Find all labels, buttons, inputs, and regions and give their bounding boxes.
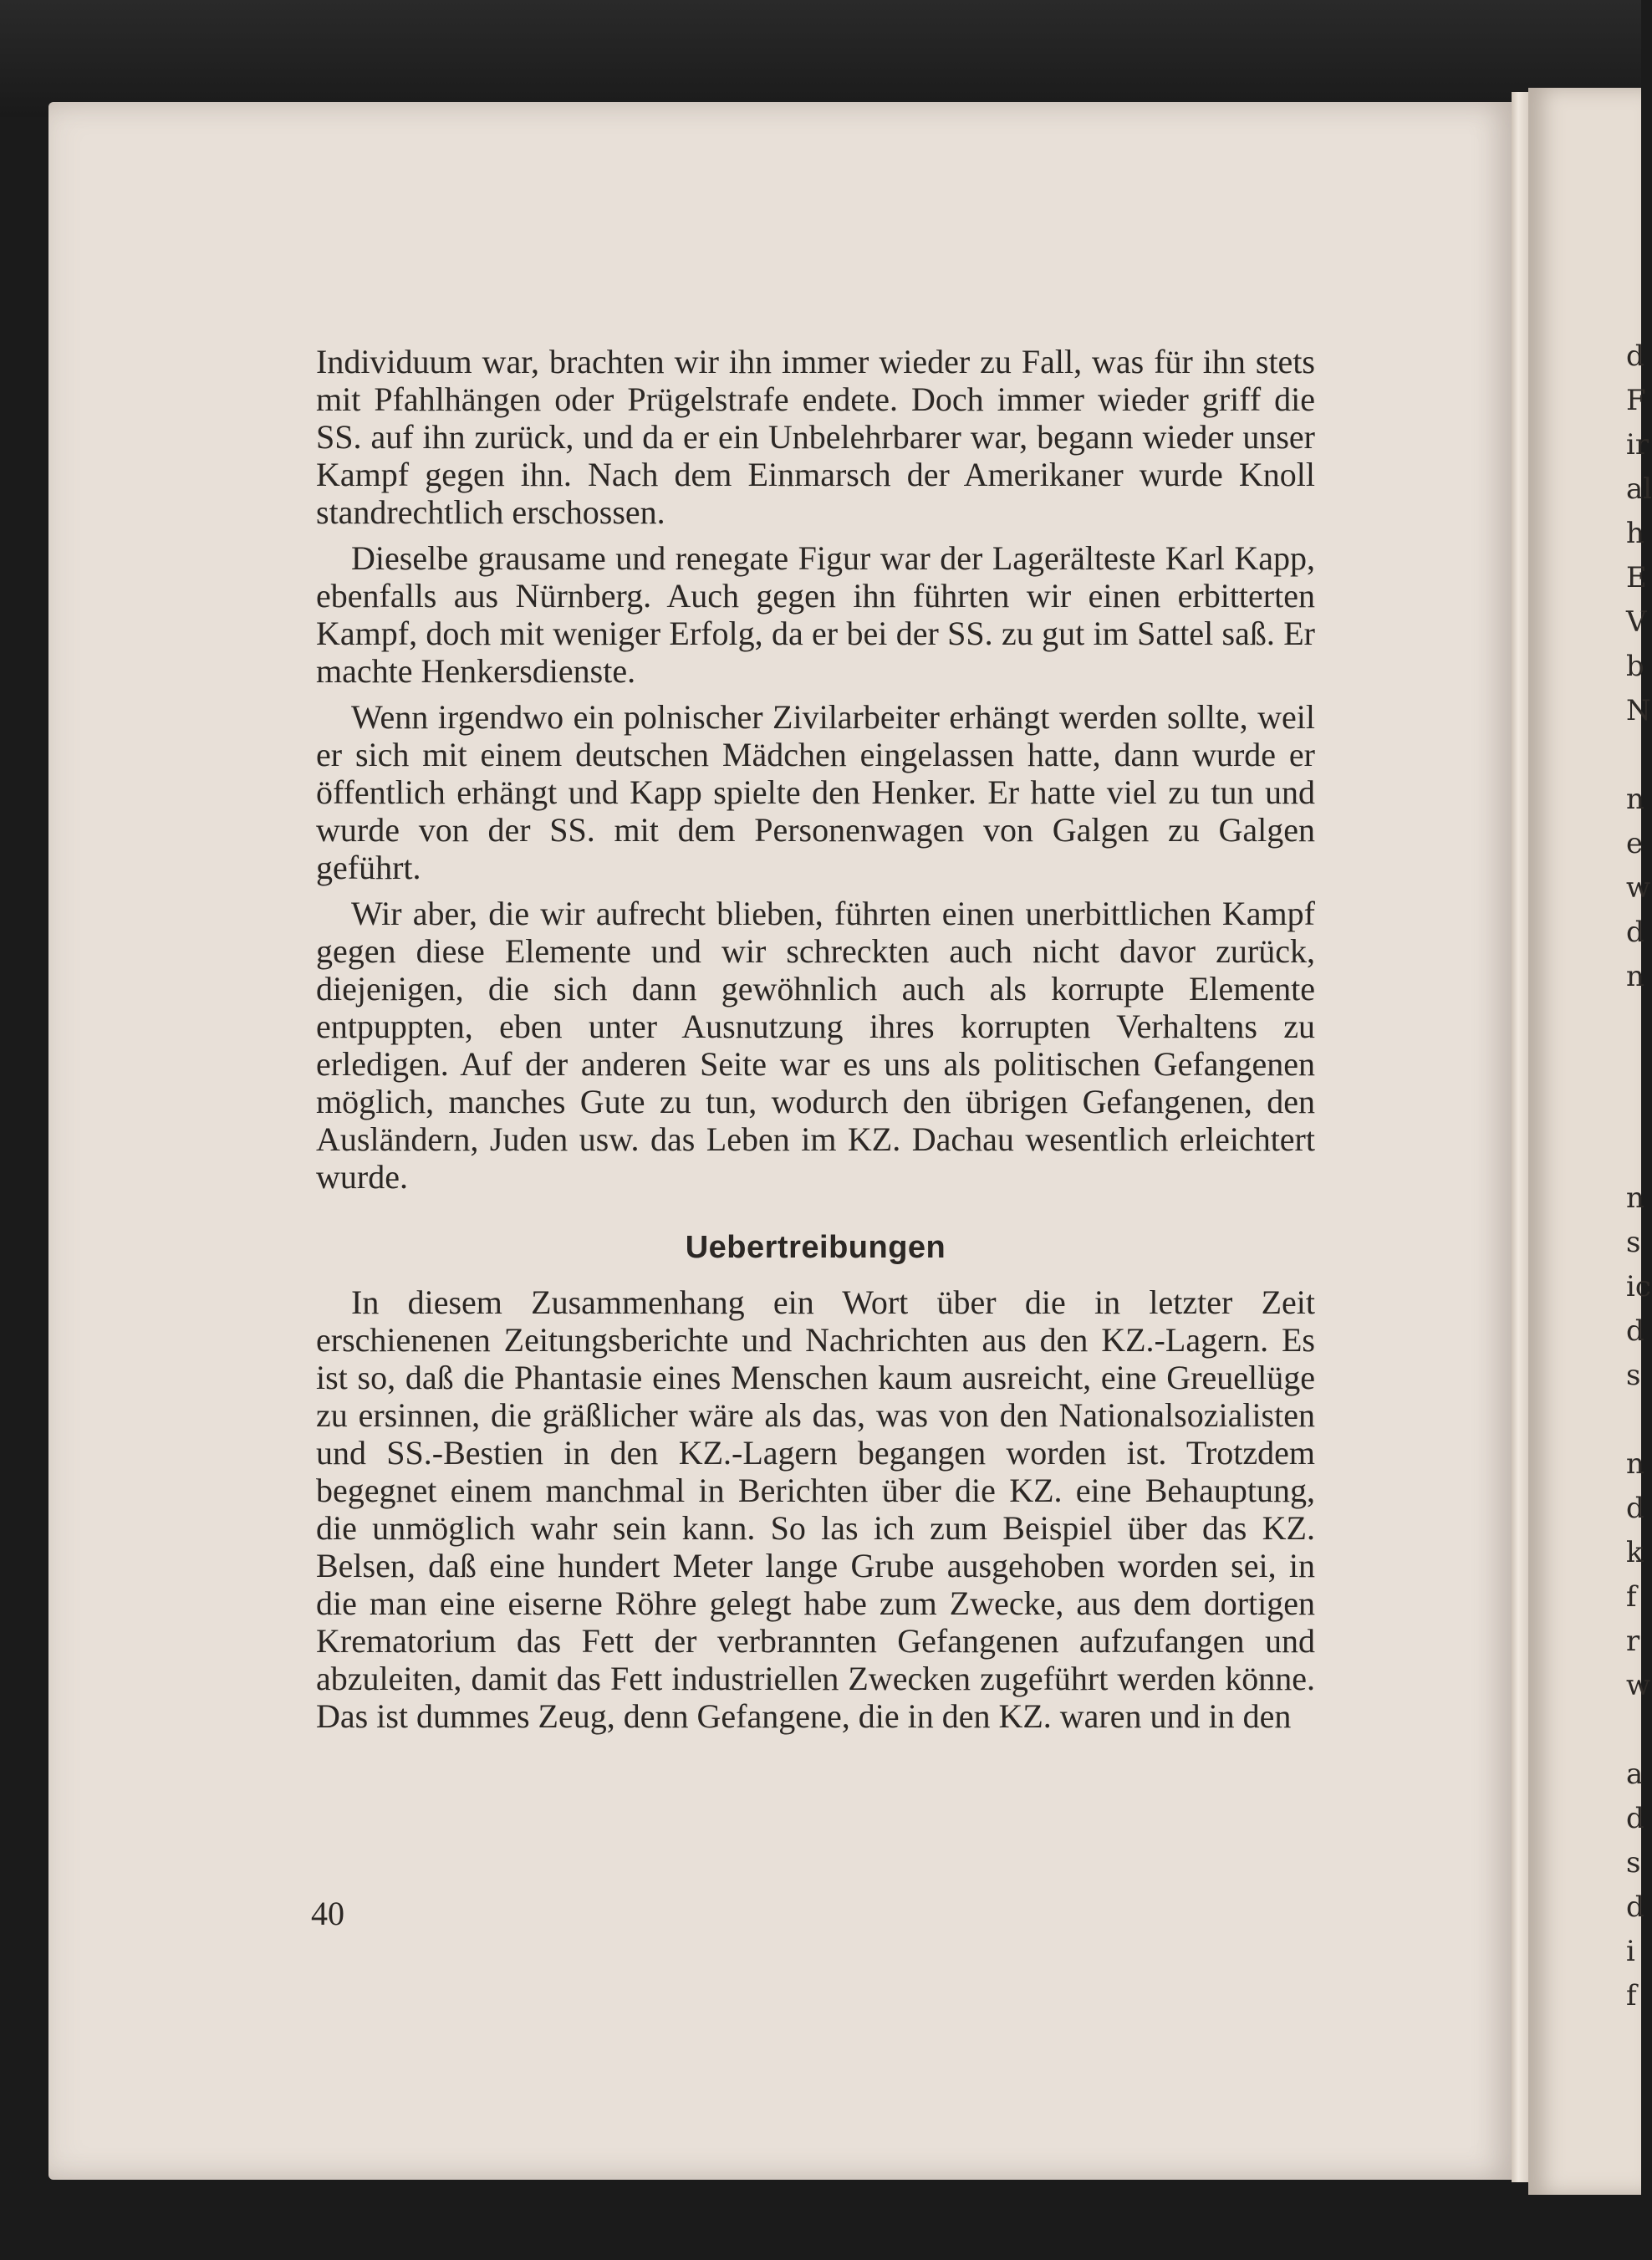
facing-page-fragment: d [1626, 1314, 1644, 1348]
facing-page-fragment: d [1626, 1492, 1644, 1525]
facing-page-fragment: a [1626, 1757, 1644, 1791]
facing-page-fragment: d [1626, 916, 1644, 949]
facing-page-fragment: w [1626, 871, 1651, 905]
facing-page-fragment: ic [1626, 1270, 1651, 1303]
facing-page-fragment: h [1626, 517, 1644, 550]
facing-page-fragment: F [1626, 384, 1646, 417]
paragraph-1: Individuum war, brachten wir ihn immer wieder zu Fall, was für ihn stets mit Pfahlhängen oder Prügelstrafe endete. Doch immer wieder griff die SS. auf ihn zurück, und da er ein Unbelehrbarer war, begann wieder unser Kampf gegen ihn. Nach dem Einmarsch der Amerikaner wurde Knoll standrechtlich erschossen. [316, 343, 1315, 531]
facing-page-fragment [1626, 1132, 1641, 1176]
facing-page-fragment: w [1626, 1669, 1651, 1702]
facing-page-fragment: d [1626, 1890, 1644, 1924]
page-number: 40 [311, 1895, 344, 1932]
paragraph-4: Wir aber, die wir aufrecht blieben, führten einen unerbittlichen Kampf gegen diese Elemente und wir schreckten auch nicht davor zurück, diejenigen, die sich dann gewöhnlich auch als korrupte Elemente entpuppten, eben unter Ausnutzung ihres korrupten Verhaltens zu erledigen. Auf der anderen Seite war es uns als politischen Gefangenen möglich, manches Gute zu tun, wodurch den übrigen Gefangenen, den Ausländern, Juden usw. das Leben im KZ. Dachau wesentlich erleichtert wurde. [316, 895, 1315, 1196]
facing-page-fragment: d [1626, 1802, 1644, 1835]
facing-page-fragment: d [1626, 339, 1644, 373]
facing-page-fragment: n [1626, 960, 1644, 993]
facing-page-fragment [1626, 1708, 1641, 1752]
paragraph-2: Dieselbe grausame und renegate Figur war der Lagerälteste Karl Kapp, ebenfalls aus Nürnberg. Auch gegen ihn führten wir einen erbitterten Kampf, doch mit weniger Erfolg, da er bei der SS. zu gut im Sattel saß. Er machte Henkersdienste. [316, 539, 1315, 690]
facing-page-fragment [1626, 1398, 1641, 1442]
facing-page [1528, 88, 1652, 2195]
facing-page-fragment: n [1626, 1447, 1644, 1481]
facing-page-fragment: E [1626, 561, 1647, 594]
facing-page-fragment: r [1626, 1625, 1640, 1658]
facing-page-fragment: b [1626, 650, 1644, 683]
paragraph-5: In diesem Zusammenhang ein Wort über die in letzter Zeit erschienenen Zeitungsberichte und Nachrichten aus den KZ.-Lagern. Es ist so, daß die Phantasie eines Menschen kaum ausreicht, eine Greuellüge zu ersinnen, die gräßlicher wäre als das, was von den Nationalsozialisten und SS.-Bestien in den KZ.-Lagern begangen worden ist. Trotzdem begegnet einem manchmal in Berichten über die KZ. eine Behauptung, die unmöglich wahr sein kann. So las ich zum Beispiel über das KZ. Belsen, daß eine hundert Meter lange Grube ausgehoben worden sei, in die man eine eiserne Röhre gelegt habe zum Zwecke, aus dem dortigen Krematorium das Fett der verbrannten Gefangenen aufzufangen und abzuleiten, damit das Fett industriellen Zwecken zugeführt werden könne. Das ist dummes Zeug, denn Gefangene, die in den KZ. waren und in den [316, 1283, 1315, 1735]
facing-page-fragment: k [1626, 1536, 1644, 1569]
facing-page-fragment: N [1626, 694, 1651, 727]
facing-page-fragment: s [1626, 1846, 1641, 1880]
facing-page-fragment [1626, 999, 1641, 1043]
page-body [316, 343, 1315, 1743]
facing-page-fragment: V [1626, 605, 1647, 639]
facing-page-text-fragments [1626, 334, 1652, 2013]
background-top [0, 0, 1641, 117]
facing-page-fragment [1626, 733, 1641, 778]
facing-page-fragment [1626, 1043, 1641, 1088]
facing-page-fragment [1626, 1088, 1641, 1132]
facing-page-fragment: ir [1626, 428, 1649, 462]
facing-page-fragment: n [1626, 1181, 1644, 1215]
page-edge [1512, 92, 1528, 2182]
facing-page-fragment: e [1626, 827, 1644, 860]
paragraph-3: Wenn irgendwo ein polnischer Zivilarbeiter erhängt werden sollte, weil er sich mit einem deutschen Mädchen eingelassen hatte, dann wurde er öffentlich erhängt und Kapp spielte den Henker. Er hatte viel zu tun und wurde von der SS. mit dem Personenwagen von Galgen zu Galgen geführt. [316, 698, 1315, 886]
facing-page-fragment: al [1626, 472, 1652, 506]
facing-page-fragment: i [1626, 1935, 1635, 1968]
facing-page-fragment: f [1626, 1580, 1637, 1614]
section-heading: Uebertreibungen [685, 1230, 946, 1265]
facing-page-fragment: f [1626, 1979, 1637, 2013]
facing-page-fragment: n [1626, 783, 1644, 816]
facing-page-fragment: s [1626, 1359, 1641, 1392]
facing-page-fragment: s [1626, 1226, 1641, 1259]
